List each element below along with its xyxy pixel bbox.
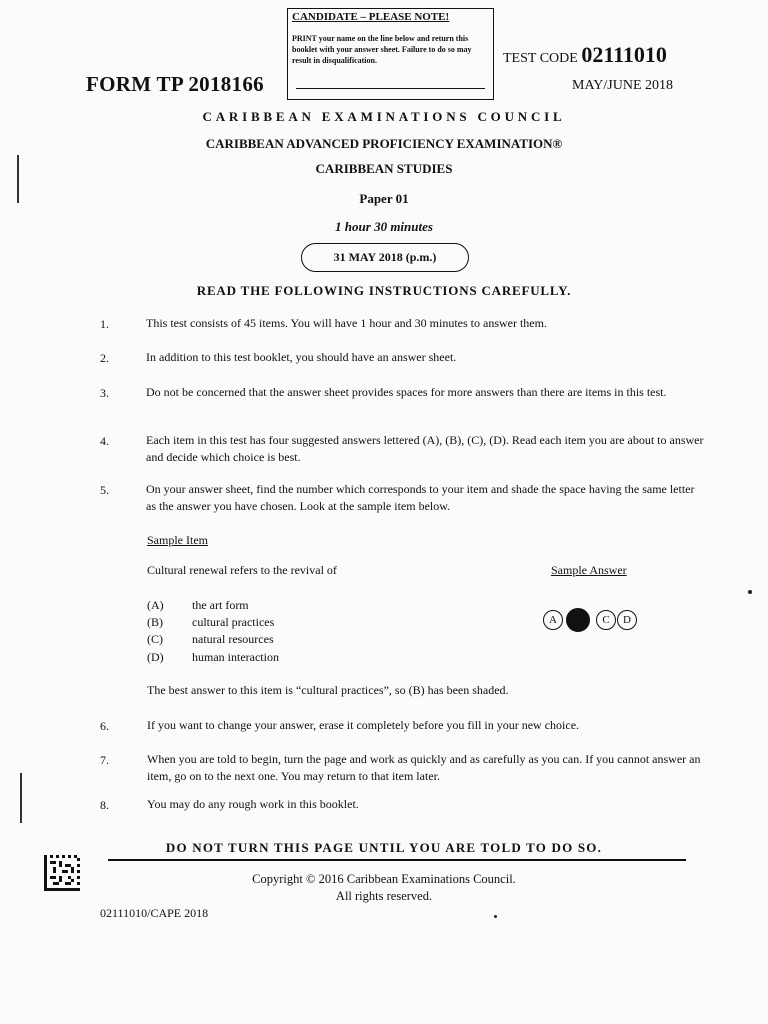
instructions-title: READ THE FOLLOWING INSTRUCTIONS CAREFULLY. (196, 283, 572, 298)
scan-mark (20, 773, 22, 823)
divider-rule (108, 859, 686, 861)
instruction-text: When you are told to begin, turn the page and work as quickly and as carefully as you can. If you cannot answer an item, go on to the next one. You may return to that item later. (147, 752, 701, 783)
bubble-b-shaded: B (566, 608, 590, 632)
instruction-number: 5. (100, 483, 109, 497)
instruction-text: In addition to this test booklet, you should have an answer sheet. (146, 350, 457, 364)
sample-explanation: The best answer to this item is “cultural practices”, so (B) has been shaded. (147, 683, 509, 697)
bubble-a: A (543, 610, 563, 630)
scan-speck (748, 590, 752, 594)
instruction-number: 1. (100, 317, 109, 331)
footer-code: 02111010/CAPE 2018 (100, 906, 209, 920)
option-letter: (A) (147, 598, 164, 612)
instruction-number: 7. (100, 753, 109, 767)
notice-text: PRINT your name on the line below and return this booklet with your answer sheet. Failure to do so may result in disqualification. (292, 34, 472, 65)
candidate-notice-box (287, 8, 494, 100)
datamatrix-code-icon (44, 855, 80, 891)
copyright-line-2: All rights reserved. (335, 889, 433, 903)
bubble-d: D (617, 610, 637, 630)
instruction-number: 2. (100, 351, 109, 365)
copyright (0, 871, 768, 905)
exam-date: 31 MAY 2018 (p.m.) (301, 243, 469, 272)
do-not-turn-warning: DO NOT TURN THIS PAGE UNTIL YOU ARE TOLD TO DO SO. (165, 840, 603, 855)
option-letter: (D) (147, 650, 164, 664)
scan-mark (17, 155, 19, 203)
option-text: the art form (192, 598, 249, 612)
sample-item-label: Sample Item (147, 533, 208, 547)
instruction-text: Do not be concerned that the answer sheet provides spaces for more answers than there are items in this test. (146, 385, 667, 399)
council-name: CARIBBEAN EXAMINATIONS COUNCIL (202, 109, 566, 124)
instruction-number: 6. (100, 719, 109, 733)
name-line (296, 88, 485, 89)
sample-answer-bubbles (543, 608, 634, 632)
bubble-c: C (596, 610, 616, 630)
exam-session: MAY/JUNE 2018 (572, 78, 673, 93)
sample-question: Cultural renewal refers to the revival of (147, 563, 337, 577)
instruction-text: This test consists of 45 items. You will have 1 hour and 30 minutes to answer them. (146, 316, 547, 330)
instruction-number: 8. (100, 798, 109, 812)
instruction-number: 3. (100, 386, 109, 400)
copyright-line-1: Copyright © 2016 Caribbean Examinations Council. (252, 872, 516, 886)
exam-name: CARIBBEAN ADVANCED PROFICIENCY EXAMINATION® (205, 136, 563, 151)
duration: 1 hour 30 minutes (335, 219, 433, 234)
notice-title: CANDIDATE – PLEASE NOTE! (292, 11, 450, 23)
form-number: FORM TP 2018166 (86, 72, 264, 96)
instruction-text: Each item in this test has four suggested answers lettered (A), (B), (C), (D). Read each item you are about to answer and decide which choice is best. (146, 433, 704, 464)
option-letter: (C) (147, 632, 163, 646)
option-text: human interaction (192, 650, 279, 664)
instruction-number: 4. (100, 434, 109, 448)
scan-speck (494, 915, 497, 918)
test-code (503, 42, 667, 68)
instruction-text: If you want to change your answer, erase it completely before you fill in your new choice. (147, 718, 580, 732)
test-code-label: TEST CODE (503, 51, 578, 66)
option-text: cultural practices (192, 615, 275, 629)
instruction-text: You may do any rough work in this booklet. (147, 797, 359, 811)
instruction-text: On your answer sheet, find the number which corresponds to your item and shade the space having the same letter as the answer you have chosen. Look at the sample item below. (146, 482, 695, 513)
sample-answer-label: Sample Answer (551, 563, 627, 577)
test-code-value: 02111010 (581, 42, 667, 67)
option-text: natural resources (192, 632, 274, 646)
paper-number: Paper 01 (359, 191, 409, 206)
option-letter: (B) (147, 615, 163, 629)
subject-name: CARIBBEAN STUDIES (315, 161, 453, 176)
